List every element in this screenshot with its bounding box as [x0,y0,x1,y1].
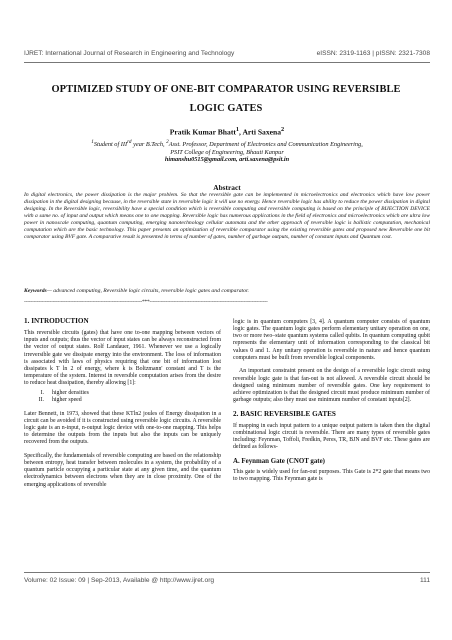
affiliation-student: Student of III [93,141,128,149]
paper-title [26,80,426,118]
title-line-1: OPTIMIZED STUDY OF ONE-BIT COMPARATOR USING REVERSIBLE [51,84,401,95]
author-1: Pratik Kumar Bhatt [169,127,236,137]
intro-paragraph-4: logic is in quantum computers [3, 4]. A quantum computer consists of quantum logic gates. The quantum logic gates perform elementary unitary operation on one, two or more two–state quantum systems called qubits. In quantum computing qubit represents the elementary unit of information corresponding to the classical bit values 0 and 1. Any unitary operation is reversible in nature and hence quantum computers must be built from reversible logical components. [233,319,430,361]
benefit-list [24,390,221,404]
journal-issn: eISSN: 2319-1163 | pISSN: 2321-7308 [316,50,430,57]
intro-paragraph-3: Specifically, the fundamentals of reversible computing are based on the relationship between entropy, heat transfer between molecules in a system, the probability of a quantum particle occupying a particular state at any given time, and the quantum electrodynamics between electrons when they are in close proximity. One of the emerging applications of reversible [24,453,221,488]
section-heading-introduction: 1. INTRODUCTION [24,317,89,325]
ordinal-suffix: rd [127,139,132,145]
abstract-heading: Abstract [213,183,241,192]
section-separator: --------------------------------------------------------------------------***-------------------------------------------------------------------------- [24,299,268,305]
email-list: himanshu0515@gmail.com, arti.saxena@psit.in [164,156,290,164]
abstract-body: In digital electronics, the power dissipation is the major problem. So that the reversible gate can be implemented in microelectronics and electronics which have low power dissipation in the digital designing because, in the reversible state in reversible logic it will use no energy. Hence reversible logic has ability to reduce the power dissipation in digital designing. In the Reversible logic, reversibility have a special condition which is reversible computing and reversible computing is based on the principle of BIJECTION DEVICE with a same no. of input and output which means one to one mapping. Reversible logic has numerous applications in the field of electronics and microelectronics which are ultra low power in nanoscale computing, quantum computing, emerging nanotechnology cellular automata and the other approach of reversible logic is ballistic computation, mechanical computation which are the basic technology. This paper presents an optimization of reversible comparator using the existing reversible gates and proposed new Reversible one bit comparator using BVF gate. A comparative result is presented in terms of number of gates, number of garbage outputs, number of constant inputs and Quantum cost. [24,192,430,241]
author-separator: , [239,127,243,137]
affiliation-line-2: PSIT College of Engineering, Bhauti Kanpur [170,148,284,156]
author-list [24,126,430,137]
page-number: 111 [419,577,430,584]
journal-name: IJRET: International Journal of Research in Engineering and Technology [24,50,235,57]
title-line-2: LOGIC GATES [189,103,263,114]
feynman-paragraph: This gate is widely used for fan-out purposes. This Gate is 2*2 gate that means two to two mapping. This Feynman gate is [233,469,430,483]
subsection-heading-feynman: A. Feynman Gate (CNOT gate) [233,458,325,465]
intro-paragraph-1: This reversible circuits (gates) that have one to-one mapping between vectors of inputs and outputs; thus the vector of input states can be always reconstructed from the vector of output states. Rolf Landauer, 1961. Whenever we use a logically irreversible gate we dissipate energy into the environment. The loss of information is associated with laws of physics requiring that one bit of information lost dissipates k T ln 2 of energy, where k is Boltzmann' constant and T is the temperature of the system. Interest in reversible computation arises from the desire to reduce heat dissipation, thereby allowing [1]: [24,330,221,387]
footer-volume-info: Volume: 02 Issue: 09 | Sep-2013, Available @ http://www.ijret.org [24,577,215,584]
keywords [24,288,430,294]
list-item-text: higher speed [52,397,82,404]
intro-paragraph-2: Later Bennett, in 1973, showed that these KTln2 joules of Energy dissipation in a circuit can be avoided if it is constructed using reversible logic circuits. A reversible logic gate is an n-input, n-output logic device with one-to-one mapping. This helps to determine the outputs from the inputs but also the inputs can be uniquely recovered from the outputs. [24,410,221,446]
footer-divider [24,572,430,573]
keywords-label: Keywords [24,288,47,294]
affiliation-mark-1: 1 [91,139,94,145]
list-item-text: higher densities [52,389,89,396]
affiliation-year: year B.Tech, [131,141,167,149]
page-footer [24,577,430,584]
affiliation-mark-2: 2 [166,139,169,145]
gates-paragraph-1: If mapping in each input pattern to a unique output pattern is taken then the digital combinational logic circuit is reversible. There are many types of reversible gates including: Feynman, Toffoli, Fredkin, Peres, TR, BJN and BVF etc. These gates are defined as follows- [233,422,430,451]
section-heading-basic-gates: 2. BASIC REVERSIBLE GATES [233,409,336,418]
author-2-mark: 2 [281,126,285,133]
affiliation-line-1 [24,139,430,149]
left-column [24,318,221,489]
list-item [24,397,221,404]
list-item-number: I. [40,389,44,396]
author-1-mark: 1 [235,126,240,133]
list-item [24,390,221,397]
intro-paragraph-5: An important constraint present on the design of a reversible logic circuit using reversible logic gate is that fan-out is not allowed. A reversible circuit should be designed using minimum number of reversible gates. One key requirement to achieve optimization is that the designed circuit must produce minimum number of garbage outputs; also they must use minimum number of constant inputs[2]. [233,368,430,404]
affiliation-emails [24,156,430,164]
header-divider [24,62,430,63]
keywords-text: — advanced computing, Reversible logic circuits, reversible logic gates and comparator. [46,288,249,294]
affiliation-department: Asst. Professor, Department of Electronics and Communication Engineering, [168,141,363,149]
list-item-number: II. [38,397,44,404]
right-column [233,319,430,483]
journal-header [24,50,430,57]
affiliation [24,139,430,164]
author-2: Arti Saxena [242,127,282,137]
